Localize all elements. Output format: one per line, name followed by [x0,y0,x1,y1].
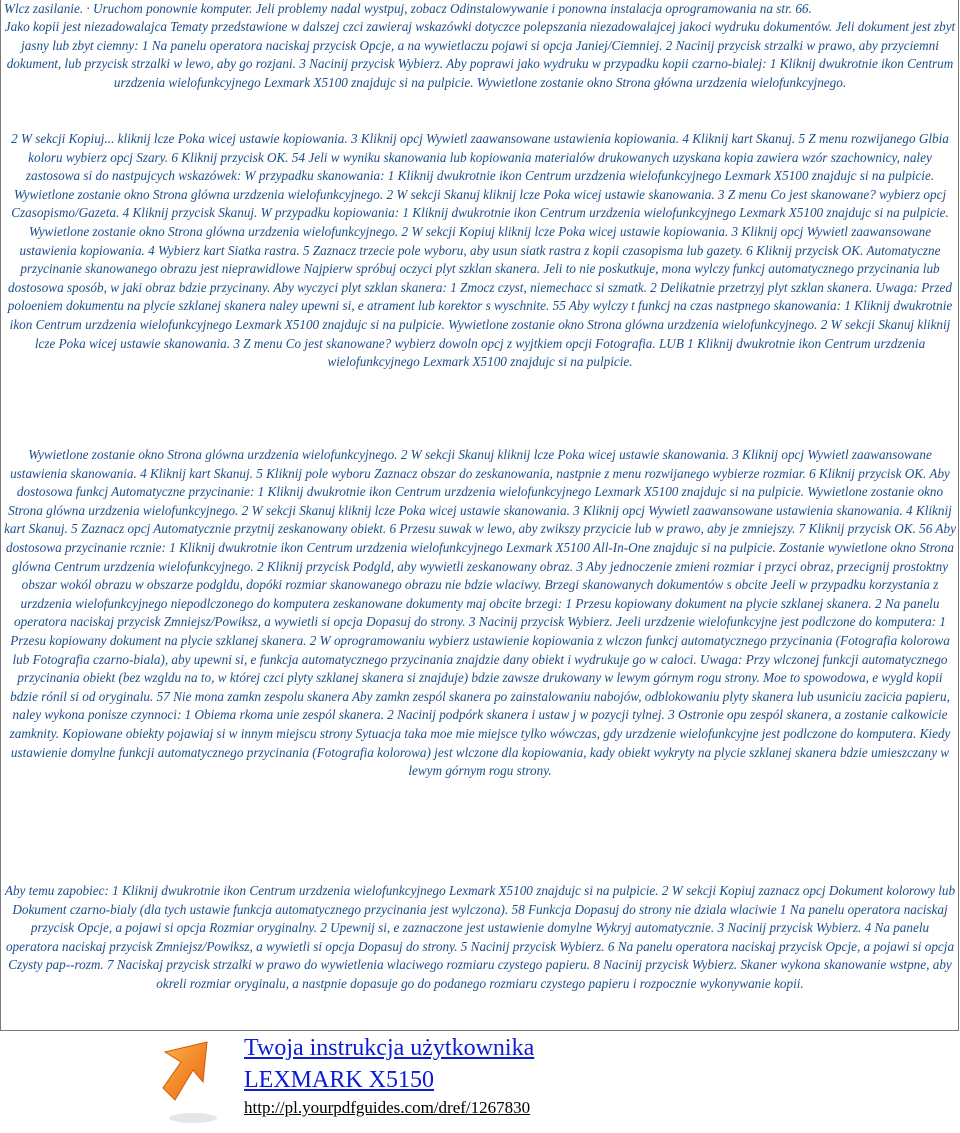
paragraph-2: Jako kopii jest niezadowalajca Tematy przedstawione w dalszej czci zawieraj wskazówki dotyczce polepszania niezadowalajcej jakoci wydruku dokumentów. Jeli dokument jest zbyt jasny lub zbyt ciemny: 1 Na panelu operatora naciskaj przycisk Opcje, a na wywietlaczu pojawi si opcja Janiej/Ciemniej. 2 Nacinij przycisk strzalki w prawo, aby przyciemni dokument, lub przycisk strzalki w lewo, aby go rozjani. 3 Nacinij przycisk Wybierz. Aby poprawi jako wydruku w przypadku kopii czarno-bialej: 1 Kliknij dwukrotnie ikon Centrum urzdzenia wielofunkcyjnego Lexmark X5100 znajdujc si na pulpicie. Wywietlone zostanie okno Strona główna urzdzenia wielofunkcyjnego. [4,19,956,90]
paragraph-3: 2 W sekcji Kopiuj... kliknij lcze Poka wicej ustawie kopiowania. 3 Kliknij opcj Wywietl zaawansowane ustawienia kopiowania. 4 Kliknij kart Skanuj. 5 Z menu rozwijanego Glbia koloru wybierz opcj Szary. 6 Kliknij przycisk OK. 54 Jeli w wyniku skanowania lub kopiowania materialów drukowanych uzyskana kopia zawiera wzór szachownicy, naley zastosowa si do nastpujcych wskazówek: W przypadku skanowania: 1 Kliknij dwukrotnie ikon Centrum urzdzenia wielofunkcyjnego Lexmark X5100 znajdujc si na pulpicie. Wywietlone zostanie okno Strona glówna urzdzenia wielofunkcyjnego. 2 W sekcji Skanuj kliknij lcze Poka wicej ustawie skanowania. 3 Z menu Co jest skanowane? wybierz opcj Czasopismo/Gazeta. 4 Kliknij przycisk Skanuj. W przypadku kopiowania: 1 Kliknij dwukrotnie ikon Centrum urzdzenia wielofunkcyjnego Lexmark X5100 znajdujc si na pulpicie. Wywietlone zostanie okno Strona glówna urzdzenia wielofunkcyjnego. 2 W sekcji Kopiuj kliknij lcze Poka wicej ustawie kopiowania. 3 Kliknij opcj Wywietl zaawansowane ustawienia kopiowania. 4 Wybierz kart Siatka rastra. 5 Zaznacz trzecie pole wyboru, aby usun siatk rastra z kopii czasopisma lub gazety. 6 Kliknij przycisk OK. Automatyczne przycinanie skanowanego obrazu jest nieprawidlowe Najpierw spróbuj oczyci plyt szklan skanera. Jeli to nie poskutkuje, mona wylczy funkcj automatycznego przycinania lub dostosowa sposób, w jaki obraz bdzie przycinany. Aby wyczyci plyt szklan skanera: 1 Zmocz czyst, niemechacc si szmatk. 2 Delikatnie przetrzyj plyt szklan skanera. Uwaga: Przed poloeniem dokumentu na plycie szklanej skanera naley upewni si, e atrament lub korektor s wyschnite. 55 Aby wylczy t funkcj na czas nastpnego skanowania: 1 Kliknij dwukrotnie ikon Centrum urzdzenia wielofunkcyjnego Lexmark X5100 znajdujc si na pulpicie. Wywietlone zostanie okno Strona glówna urzdzenia wielofunkcyjnego. 2 W sekcji Skanuj kliknij lcze Poka wicej ustawie skanowania. 3 Z menu Co jest skanowane? wybierz dowoln opcj z wyjtkiem opcji Fotografia. LUB 1 Kliknij dwukrotnie ikon Centrum urzdzenia wielofunkcyjnego Lexmark X5100 znajdujc si na pulpicie. [7,131,953,370]
footer-url-link[interactable]: http://pl.yourpdfguides.com/dref/1267830 [244,1098,531,1117]
paragraph-1: Wlcz zasilanie. · Uruchom ponownie komputer. Jeli problemy nadal wystpuj, zobacz Odinstalowywanie i ponowna instalacja oprogramowania na str. 66. [4,1,812,16]
footer-model-link[interactable]: LEXMARK X5150 [244,1067,434,1093]
paragraph-5: Aby temu zapobiec: 1 Kliknij dwukrotnie ikon Centrum urzdzenia wielofunkcyjnego Lexmark X5100 znajdujc si na pulpicie. 2 W sekcji Kopiuj zaznacz opcj Dokument kolorowy lub Dokument czarno-bialy (dla tych ustawie funkcja automatycznego przycinania jest wylczona). 58 Funkcja Dopasuj do strony nie dziala wlaciwie 1 Na panelu operatora naciskaj przycisk Opcje, a pojawi si opcja Rozmiar oryginalny. 2 Upewnij si, e zaznaczone jest ustawienie domylne Wykryj automatycznie. 3 Nacinij przycisk Wybierz. 4 Na panelu operatora naciskaj przycisk Zmniejsz/Powiksz, a wywietli si opcja Dopasuj do strony. 5 Nacinij przycisk Wybierz. 6 Na panelu operatora naciskaj przycisk Opcje, a pojawi si opcja Czysty pap--rozm. 7 Naciskaj przycisk strzalki w prawo do wywietlenia wlaciwego rozmiaru czystego papieru. 8 Nacinij przycisk Wybierz. Skaner wykona skanowanie wstpne, aby okreli rozmiar oryginalu, a nastpnie dopasuje go do podanego rozmiaru czystego papieru i rozpocznie wykonywanie kopii. [4,883,956,991]
arrow-logo-icon [155,1030,230,1130]
paragraph-4: Wywietlone zostanie okno Strona glówna urzdzenia wielofunkcyjnego. 2 W sekcji Skanuj kliknij lcze Poka wicej ustawie skanowania. 3 Kliknij opcj Wywietl zaawansowane ustawienia skanowania. 4 Kliknij kart Skanuj. 5 Kliknij pole wyboru Zaznacz obszar do zeskanowania, nastpnie z menu rozwijanego wybierze rozmiar. 6 Kliknij przycisk OK. Aby dostosowa funkcj Automatyczne przycinanie: 1 Kliknij dwukrotnie ikon Centrum urzdzenia wielofunkcyjnego Lexmark X5100 znajdujc si na pulpicie. Wywietlone zostanie okno Strona glówna urzdzenia wielofunkcyjnego. 2 W sekcji Skanuj kliknij lcze Poka wicej ustawie skanowania. 3 Kliknij opcj Wywietl zaawansowane ustawienia skanowania. 4 Kliknij kart Skanuj. 5 Zaznacz opcj Automatycznie przytnij zeskanowany obiekt. 6 Przesu suwak w lewo, aby zwikszy przycicie lub w prawo, aby je zmniejszy. 7 Kliknij przycisk OK. 56 Aby dostosowa przycinanie rcznie: 1 Kliknij dwukrotnie ikon Centrum urzdzenia wielofunkcyjnego Lexmark X5100 All-In-One znajdujc si na pulpicie. Zostanie wywietlone okno Strona glówna Centrum urzdzenia wielofunkcyjnego. 2 Kliknij przycisk Podgld, aby wywietli zeskanowany obraz. 3 Aby jednoczenie zmieni rozmiar i przyci obraz, przecignij prostoktny obszar wokól obrazu w obszarze podgldu, dopóki rozmiar skanowanego obrazu nie bdzie wlaciwy. Brzegi skanowanych dokumentów s obcite Jeeli w przypadku korzystania z urzdzenia wielofunkcyjnego niepodlczonego do komputera zeskanowane dokumenty maj obcite brzegi: 1 Przesu kopiowany dokument na plycie szklanej skanera. 2 Na panelu operatora naciskaj przycisk Zmniejsz/Powiksz, a wywietli si opcja Dopasuj do strony. 3 Nacinij przycisk Wybierz. Jeeli urzdzenie wielofunkcyjne jest podlczone do komputera: 1 Przesu kopiowany dokument na plycie szklanej skanera. 2 W oprogramowaniu wybierz ustawienie kopiowania z wlczon funkcj automatycznego przycinania (Fotografia kolorowa lub Fotografia czarno-biala), aby upewni si, e funkcja automatycznego przycinania znajdzie dany obiekt i wydrukuje go w caloci. Uwaga: Przy wlczonej funkcji automatycznego przycinania obiekt (bez wzgldu na to, w której czci plyty szklanej skanera si znajduje) bdzie zawsze drukowany w lewym górnym rogu strony. Moe to spowodowa, e wygld kopii bdzie rónil si od oryginalu. 57 Nie mona zamkn zespolu skanera Aby zamkn zespól skanera po zainstalowaniu nabojów, odblokowaniu plyty skanera lub usuniciu zacicia papieru, naley wykona ponisze czynnoci: 1 Obiema rkoma unie zespól skanera. 2 Nacinij podpórk skanera i ustaw j w pozycji tylnej. 3 Ostronie opu zespól skanera, a zostanie calkowicie zamknity. Kopiowane obiekty pojawiaj si w innym miejscu strony Sytuacja taka moe mie miejsce tylko wówczas, gdy urzdzenie wielofunkcyjne jest podlczone do komputera. Kiedy ustawienie domylne funkcji automatycznego przycinania (Fotografia kolorowa) jest wlczone dla kopiowania, kady obiekt wykryty na plycie szklanej skanera bdzie umieszczany w lewym górnym rogu strony. [4,447,956,779]
footer-title-link[interactable]: Twoja instrukcja użytkownika [244,1035,535,1061]
